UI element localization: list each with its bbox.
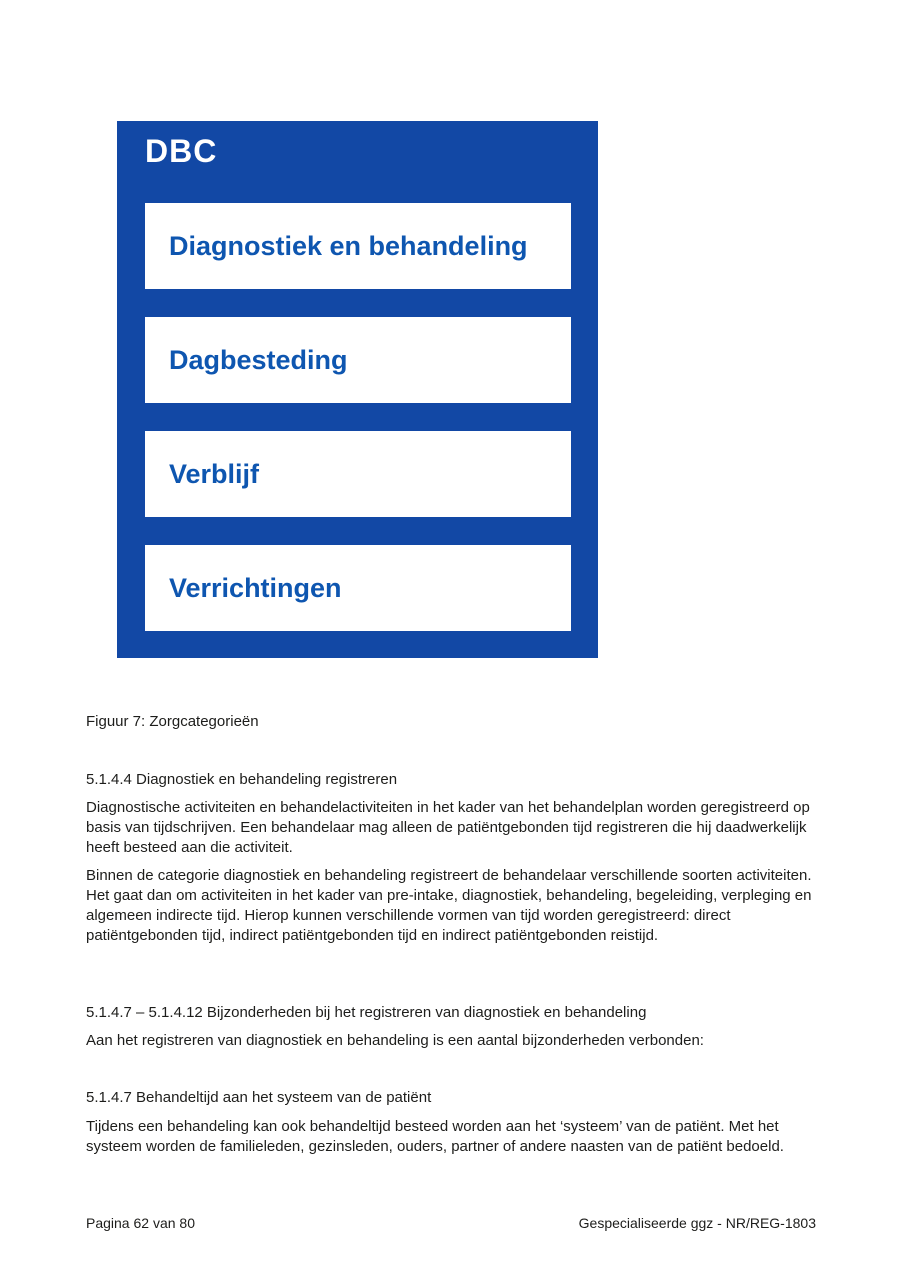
paragraph: Aan het registreren van diagnostiek en behandeling is een aantal bijzonderheden verbonden: [86,1032,704,1049]
category-box-label: Verrichtingen [169,572,342,603]
category-box-label: Diagnostiek en behandeling [169,230,528,261]
category-box-diagnostiek-en-behandeling [145,203,571,289]
category-box-dagbesteding [145,317,571,403]
footer-document-ref: Gespecialiseerde ggz - NR/REG-1803 [578,1215,816,1231]
category-box-verrichtingen [145,545,571,631]
footer-page-number: Pagina 62 van 80 [86,1215,195,1231]
category-box-verblijf [145,431,571,517]
section-heading-5-1-4-7: 5.1.4.7 Behandeltijd aan het systeem van de patiënt [86,1089,432,1106]
category-box-label: Dagbesteding [169,344,348,375]
figure-caption: Figuur 7: Zorgcategorieën [86,713,259,730]
section-heading-5-1-4-4: 5.1.4.4 Diagnostiek en behandeling registreren [86,771,398,788]
paragraph: Diagnostische activiteiten en behandelactiviteiten in het kader van het behandelplan worden geregistreerd op basis van tijdschrijven. Een behandelaar mag alleen de patiëntgebonden tijd registreren die hij daadwerkelijk heeft besteed aan die activiteit. [86,799,810,856]
section-heading-5-1-4-7-tot-5-1-4-12: 5.1.4.7 – 5.1.4.12 Bijzonderheden bij het registreren van diagnostiek en behandeling [86,1004,647,1021]
page-footer [86,1213,816,1233]
category-box-label: Verblijf [169,458,260,489]
paragraph: Tijdens een behandeling kan ook behandeltijd besteed worden aan het ‘systeem’ van de patiënt. Met het systeem worden de familieleden, gezinsleden, ouders, partner of andere naasten van de patiënt bedoeld. [86,1118,784,1155]
diagram-title: DBC [145,133,218,169]
paragraph: Binnen de categorie diagnostiek en behandeling registreert de behandelaar verschillende soorten activiteiten. Het gaat dan om activiteiten in het kader van pre-intake, diagnostiek, behandeling, begeleiding, verpleging en algemeen indirecte tijd. Hierop kunnen verschillende vormen van tijd worden geregistreerd: direct patiëntgebonden tijd, indirect patiëntgebonden tijd en indirect patiëntgebonden reistijd. [86,867,812,944]
zorgcategorieen-diagram [117,121,598,658]
